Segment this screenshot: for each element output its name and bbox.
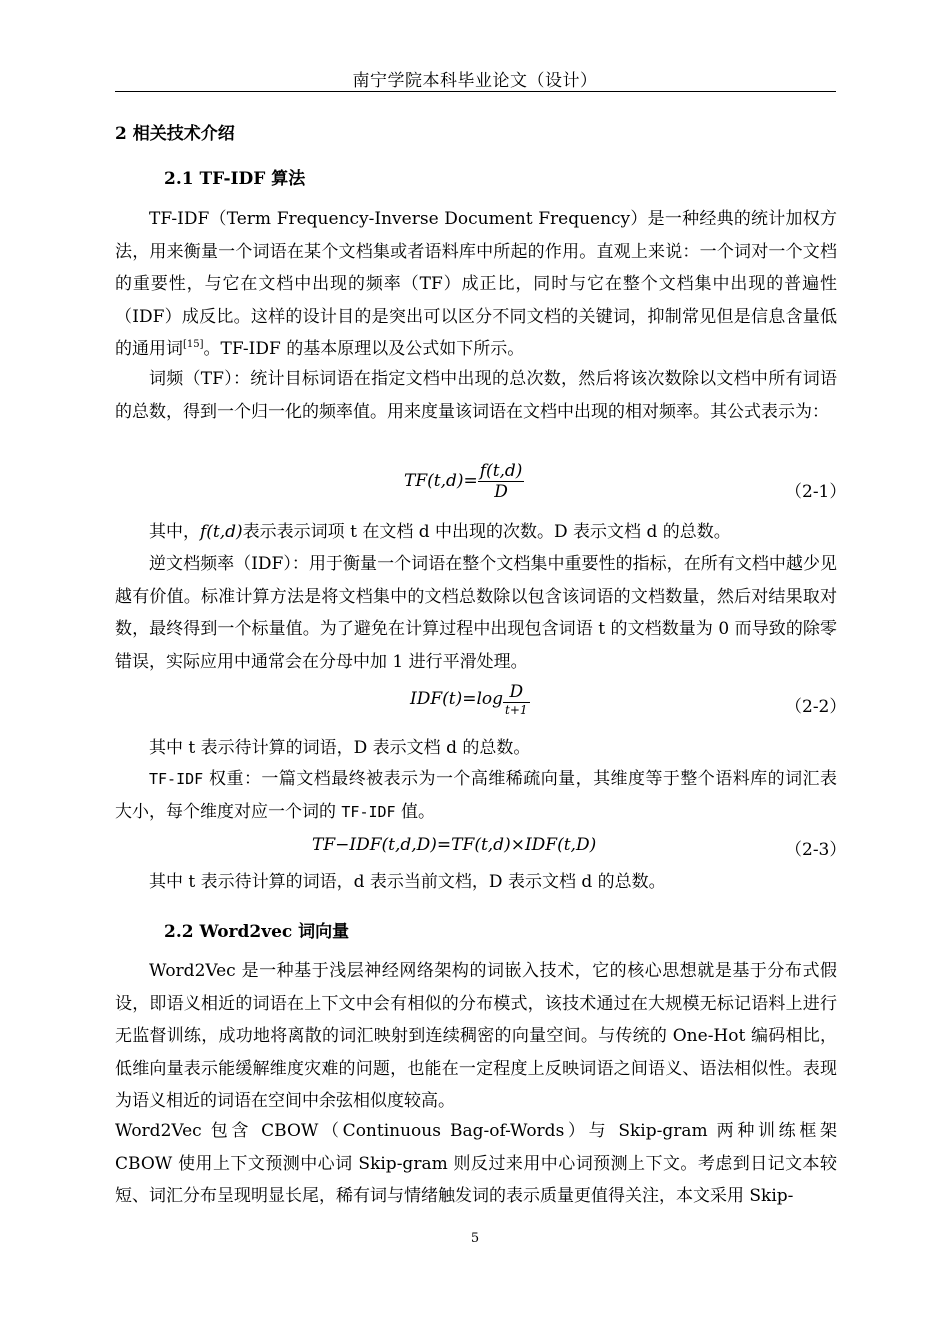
equation-number-2-2: （2-2） xyxy=(785,697,847,717)
equation-idf xyxy=(410,682,530,717)
text-prefix: 其中， xyxy=(149,522,200,542)
running-header: 南宁学院本科毕业论文（设计） xyxy=(352,71,598,91)
paragraph-tail: 。TF-IDF 的基本原理以及公式如下所示。 xyxy=(203,339,525,359)
paragraph-text: TF-IDF（Term Frequency-Inverse Document Frequency）是一种经典的统计加权方法，用来衡量一个词语在某个文档集或者语料库中所起的作用。直观上来说：一个词对一个文档的重要性，与它在文档中出现的频率（TF）成正比，同时与它在整个文档集中出现的普遍性（IDF）成反比。这样的设计目的是突出可以区分不同文档的关键词，抑制常见但是信息含量低的通用词 xyxy=(115,209,837,359)
fraction-denominator: t+1 xyxy=(505,703,528,717)
equation-lhs: TF(t,d)= xyxy=(404,471,478,491)
paragraph-idf: 逆文档频率（IDF）：用于衡量一个词语在整个文档集中重要性的指标，在所有文档中越少见越有价值。标准计算方法是将文档集中的文档总数除以包含该词语的文档数量，然后对结果取对数，最终得到一个标量值。为了避免在计算过程中出现包含词语 t 的文档数量为 0 而导致的除零错误，实际应用中通常会在分母中加 1 进行平滑处理。 xyxy=(115,554,837,672)
paragraph-text: 权重：一篇文档最终被表示为一个高维稀疏向量，其维度等于整个语料库的词汇表大小，每个维度对应一个词的 xyxy=(115,769,837,822)
section-heading: 2 相关技术介绍 xyxy=(115,124,235,144)
paragraph-tail: 值。 xyxy=(395,801,435,822)
fraction-numerator: D xyxy=(503,682,530,703)
fraction-denominator: D xyxy=(494,482,508,502)
subsection-heading-word2vec: 2.2 Word2vec 词向量 xyxy=(164,922,350,942)
page-number: 5 xyxy=(470,1231,480,1246)
fraction xyxy=(478,461,525,502)
paragraph-idf-explanation: 其中 t 表示待计算的词语，D 表示文档 d 的总数。 xyxy=(149,738,531,758)
equation-lhs: IDF(t)=log xyxy=(410,689,504,709)
header-rule xyxy=(115,91,836,92)
equation-tf xyxy=(404,461,524,502)
paragraph-word2vec-intro: Word2Vec 是一种基于浅层神经网络架构的词嵌入技术，它的核心思想就是基于分布式假设，即语义相近的词语在上下文中会有相似的分布模式，该技术通过在大规模无标记语料上进行无监督训练，成功地将离散的词汇映射到连续稠密的向量空间。与传统的 One-Hot 编码相比，低维向量表示能缓解维度灾难的问题，也能在一定程度上反映词语之间语义、语法相似性。表现为语义相近的词语在空间中余弦相似度较高。 xyxy=(115,961,837,1111)
equation-tfidf: TF−IDF(t,d,D)=TF(t,d)×IDF(t,D) xyxy=(312,835,597,855)
equation-number-2-1: （2-1） xyxy=(785,482,847,502)
paragraph-tfidf-weight xyxy=(115,763,837,828)
paragraph-word2vec-models: Word2Vec 包含 CBOW（Continuous Bag-of-Words）与 Skip-gram 两种训练框架 CBOW 使用上下文预测中心词 Skip-gram 则反过来用中心词预测上下文。考虑到日记文本较短、词汇分布呈现明显长尾，稀有词与情绪触发词的表示质量更值得关注，本文采用 Skip- xyxy=(115,1121,837,1206)
term-mid: TF-IDF xyxy=(341,802,396,821)
paragraph-tfidf-explanation: 其中 t 表示待计算的词语，d 表示当前文档，D 表示文档 d 的总数。 xyxy=(149,872,666,892)
citation: [15] xyxy=(183,339,204,350)
text-body: 表示表示词项 t 在文档 d 中出现的次数。D 表示文档 d 的总数。 xyxy=(242,522,731,542)
inline-formula: f(t,d) xyxy=(200,522,243,542)
fraction xyxy=(503,682,530,717)
paragraph-tf: 词频（TF）：统计目标词语在指定文档中出现的总次数，然后将该次数除以文档中所有词语的总数，得到一个归一化的频率值。用来度量该词语在文档中出现的相对频率。其公式表示为： xyxy=(115,369,837,422)
term-lead: TF-IDF xyxy=(149,770,204,788)
fraction-numerator: f(t,d) xyxy=(479,461,523,481)
equation-number-2-3: （2-3） xyxy=(785,840,847,860)
subsection-heading-tfidf: 2.1 TF-IDF 算法 xyxy=(164,169,306,189)
paragraph-tf-explanation xyxy=(149,520,731,544)
paragraph-tfidf-intro xyxy=(115,203,837,366)
